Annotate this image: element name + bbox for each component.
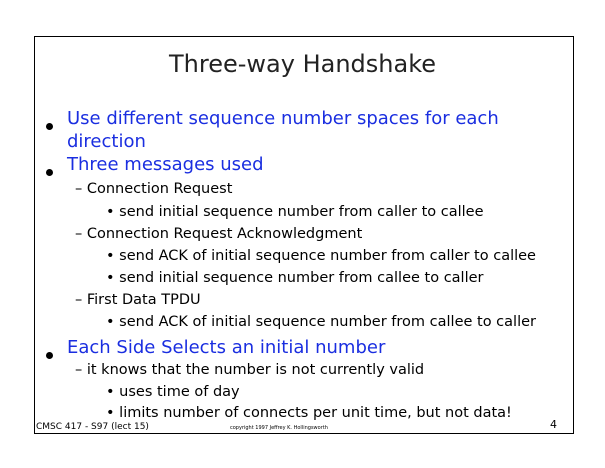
bullet-level3-text: • send initial sequence number from callee to caller bbox=[106, 270, 484, 286]
bullet-level1-continuation: direction bbox=[67, 131, 146, 152]
slide-title: Three-way Handshake bbox=[169, 50, 436, 78]
footer-copyright: copyright 1997 Jeffrey K. Hollingsworth bbox=[230, 425, 328, 431]
bullet-level2-text: – it knows that the number is not currently valid bbox=[75, 362, 425, 378]
bullet-level3-text: • send initial sequence number from caller to callee bbox=[106, 204, 484, 220]
bullet-level3-text: • uses time of day bbox=[106, 384, 240, 400]
page-number: 4 bbox=[550, 418, 557, 431]
bullet-dot-icon bbox=[46, 169, 53, 176]
bullet-level3-text: • send ACK of initial sequence number from callee to caller bbox=[106, 314, 536, 330]
bullet-level2-text: – Connection Request Acknowledgment bbox=[75, 226, 363, 242]
bullet-level1-text: Use different sequence number spaces for each bbox=[67, 108, 499, 129]
bullet-dot-icon bbox=[46, 352, 53, 359]
bullet-level3-text: • send ACK of initial sequence number from caller to callee bbox=[106, 248, 536, 264]
bullet-level2-text: – Connection Request bbox=[75, 181, 233, 197]
bullet-level1-text: Three messages used bbox=[67, 154, 264, 175]
bullet-level3-text: • limits number of connects per unit time, but not data! bbox=[106, 405, 512, 421]
footer-course-label: CMSC 417 - S97 (lect 15) bbox=[36, 422, 149, 432]
bullet-level1-text: Each Side Selects an initial number bbox=[67, 337, 386, 358]
bullet-dot-icon bbox=[46, 123, 53, 130]
bullet-level2-text: – First Data TPDU bbox=[75, 292, 201, 308]
